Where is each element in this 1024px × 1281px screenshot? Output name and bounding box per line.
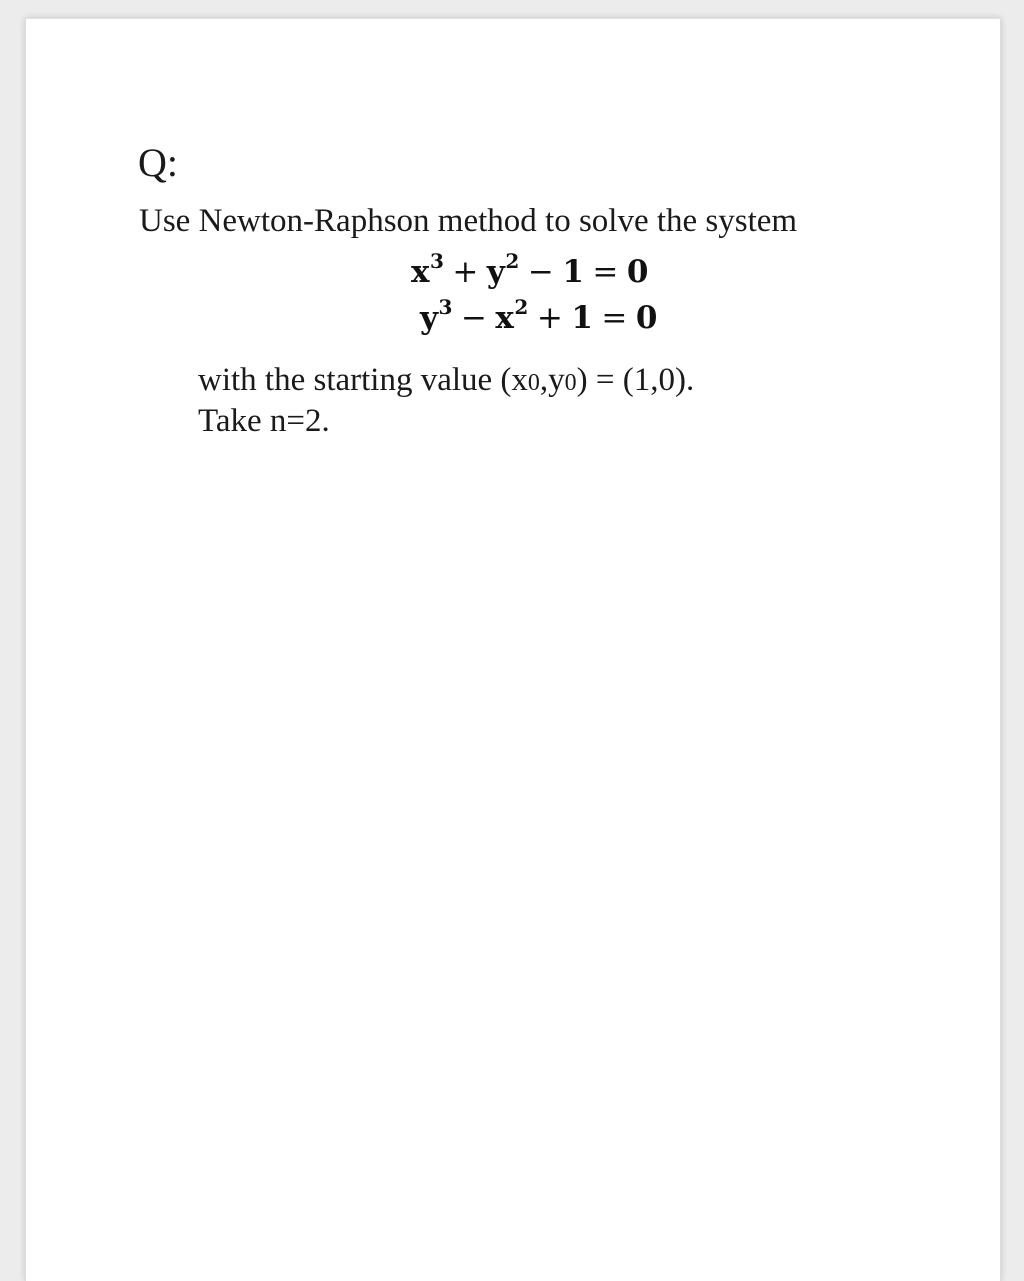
y-subscript: 0: [564, 370, 577, 396]
equation-system: [411, 249, 658, 349]
eq1-term2-base: y: [486, 254, 506, 290]
question-intro: Use Newton-Raphson method to solve the system: [139, 203, 798, 239]
eq1-term1-exponent: 3: [429, 249, 445, 273]
question-label: Q:: [138, 140, 178, 185]
eq2-term1-exponent: 3: [438, 295, 453, 319]
eq2-rhs: 0: [635, 300, 658, 336]
starting-value-suffix: ) = (1,0).: [576, 362, 695, 398]
starting-value-text: [198, 364, 694, 397]
eq1-term2-exponent: 2: [505, 249, 520, 273]
eq1-term1-base: x: [411, 254, 430, 290]
starting-value-comma: ,y: [539, 362, 565, 398]
eq1-operator-2: −: [527, 254, 555, 290]
eq1-term3: 1: [562, 254, 585, 290]
eq2-term2-exponent: 2: [514, 295, 529, 319]
eq2-equals: =: [601, 300, 628, 336]
eq2-operator-1: −: [460, 300, 488, 336]
x-subscript: 0: [527, 370, 540, 396]
document-page: [25, 18, 1001, 1281]
eq2-term3: 1: [571, 300, 594, 336]
eq2-term1-base: y: [420, 300, 439, 336]
eq2-operator-2: +: [536, 300, 564, 336]
eq1-equals: =: [592, 254, 619, 290]
eq1-operator-1: +: [452, 254, 479, 290]
eq2-term2-base: x: [495, 300, 515, 336]
iterations-text: Take n=2.: [198, 403, 330, 439]
eq1-rhs: 0: [626, 254, 649, 290]
starting-value-prefix: with the starting value (x: [198, 362, 528, 398]
equation-2: [411, 295, 658, 349]
